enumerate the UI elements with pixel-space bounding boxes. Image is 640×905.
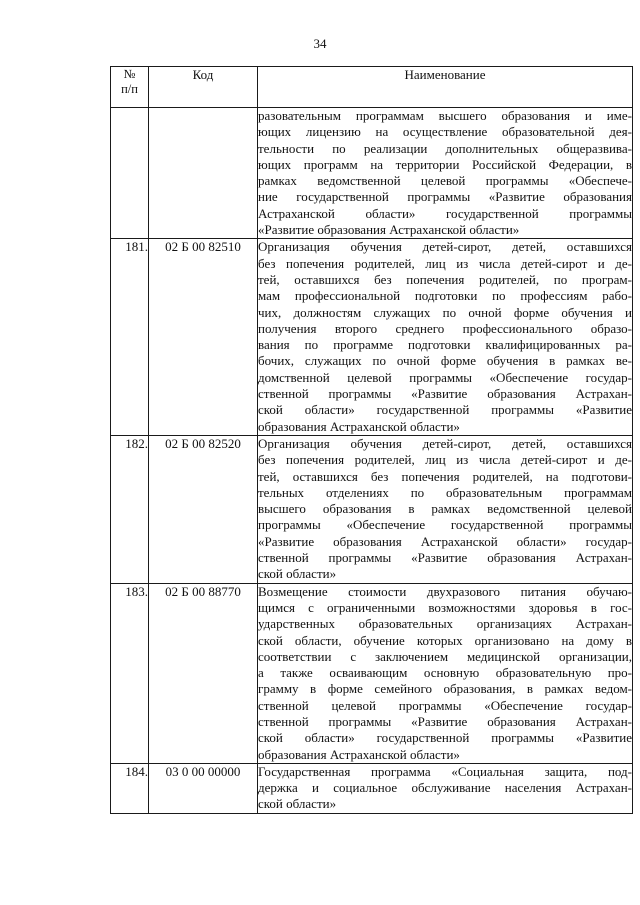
header-code: Код (149, 67, 258, 108)
row-code: 02 Б 00 82520 (149, 435, 258, 583)
page-number: 34 (313, 36, 327, 51)
classification-table (110, 66, 633, 814)
table-body (111, 108, 633, 814)
row-name (258, 763, 633, 813)
row-name-line: а также осваивающим основную образовательную про- (258, 665, 632, 681)
row-name-line: «Развитие образования Астраханской области» государ- (258, 533, 632, 549)
row-number (111, 108, 149, 239)
row-name-line: тей, оставшихся без попечения родителей, по програм- (258, 271, 632, 287)
row-name-line: программы «Обеспечение государственной программы (258, 517, 632, 533)
row-name-line: ской области» (258, 796, 337, 812)
row-name-line: Государственная программа «Социальная защита, под- (258, 763, 632, 779)
row-name-line: ственной программы «Развитие образования Астрахан- (258, 713, 632, 729)
row-code: 02 Б 00 88770 (149, 583, 258, 763)
row-name-line: ской области» (258, 566, 337, 582)
table-row (111, 239, 633, 436)
row-name-line: тельности по реализации дополнительных общеразвива- (258, 140, 632, 156)
row-name-line: ударственных образовательных организациях Астрахан- (258, 616, 632, 632)
header-name: Наименование (258, 67, 633, 108)
row-name-line: ственной программы «Развитие образования Астрахан- (258, 550, 632, 566)
row-name (258, 239, 633, 436)
row-name-line: ющих лицензию на осуществление образовательной дея- (258, 124, 632, 140)
row-code (149, 108, 258, 239)
row-name-line: Астраханской области» государственной программы (258, 205, 632, 221)
row-name-line: ственной целевой программы «Обеспечение государ- (258, 697, 632, 713)
row-name-line: разовательным программам высшего образования и име- (258, 108, 632, 123)
row-code: 02 Б 00 82510 (149, 239, 258, 436)
header-number-symbol: № (123, 67, 136, 81)
table-row (111, 583, 633, 763)
table-header-row (111, 67, 633, 108)
row-name-line: тельных отделениях по образовательным программам (258, 484, 632, 500)
header-number-abbr: п/п (121, 82, 138, 96)
row-number: 182. (111, 435, 149, 583)
table-row (111, 108, 633, 239)
row-name-line: чих, должностям служащих по очной форме обучения и (258, 304, 632, 320)
row-name-line: домственной целевой программы «Обеспечение государ- (258, 369, 632, 385)
row-name-line: щимся с ограниченными возможностями здоровья в гос- (258, 599, 632, 615)
row-name-line: мам профессиональной подготовки по профессиям рабо- (258, 288, 632, 304)
row-name (258, 435, 633, 583)
row-name-line: ской области, обучение которых организовано на дому в (258, 632, 632, 648)
row-name-line: ственной программы «Развитие образования Астрахан- (258, 386, 632, 402)
row-number: 183. (111, 583, 149, 763)
row-name-line: без попечения родителей, лиц из числа детей-сирот и де- (258, 255, 632, 271)
row-name-line: рамках ведомственной целевой программы «Обеспече- (258, 173, 632, 189)
row-name-line: образования Астраханской области» (258, 418, 460, 434)
row-name-line: бочих, служащих по очной форме обучения в рамках ве- (258, 353, 632, 369)
row-name-line: ние государственной программы «Развитие образования (258, 189, 632, 205)
row-name-line: тей, оставшихся без попечения родителей, на подготови- (258, 468, 632, 484)
row-name-line: получения второго среднего профессионального образо- (258, 320, 632, 336)
row-name-line: держка и социальное обслуживание населения Астрахан- (258, 780, 632, 796)
row-name-line: без попечения родителей, лиц из числа детей-сирот и де- (258, 452, 632, 468)
row-name-line: «Развитие образования Астраханской области» (258, 222, 520, 238)
header-number (111, 67, 149, 108)
row-name-line: соответствии с заключением медицинской организации, (258, 648, 632, 664)
row-name-line: грамму в форме семейного образования, в рамках ведом- (258, 681, 632, 697)
row-code: 03 0 00 00000 (149, 763, 258, 813)
row-number: 181. (111, 239, 149, 436)
row-name-line: вания по программе подготовки квалифицированных ра- (258, 337, 632, 353)
row-name-line: образования Астраханской области» (258, 746, 460, 762)
row-name-line: ской области» государственной программы «Развитие (258, 730, 632, 746)
row-name-line: Организация обучения детей-сирот, детей, оставшихся (258, 239, 632, 255)
row-name-line: высшего образования в рамках ведомственной целевой (258, 501, 632, 517)
row-name-line: ской области» государственной программы «Развитие (258, 402, 632, 418)
table-row (111, 763, 633, 813)
row-name-line: Организация обучения детей-сирот, детей, оставшихся (258, 435, 632, 451)
row-number: 184. (111, 763, 149, 813)
table-row (111, 435, 633, 583)
row-name-line: Возмещение стоимости двухразового питания обучаю- (258, 583, 632, 599)
row-name (258, 583, 633, 763)
row-name (258, 108, 633, 239)
row-name-line: ющих программ на территории Российской Федерации, в (258, 156, 632, 172)
